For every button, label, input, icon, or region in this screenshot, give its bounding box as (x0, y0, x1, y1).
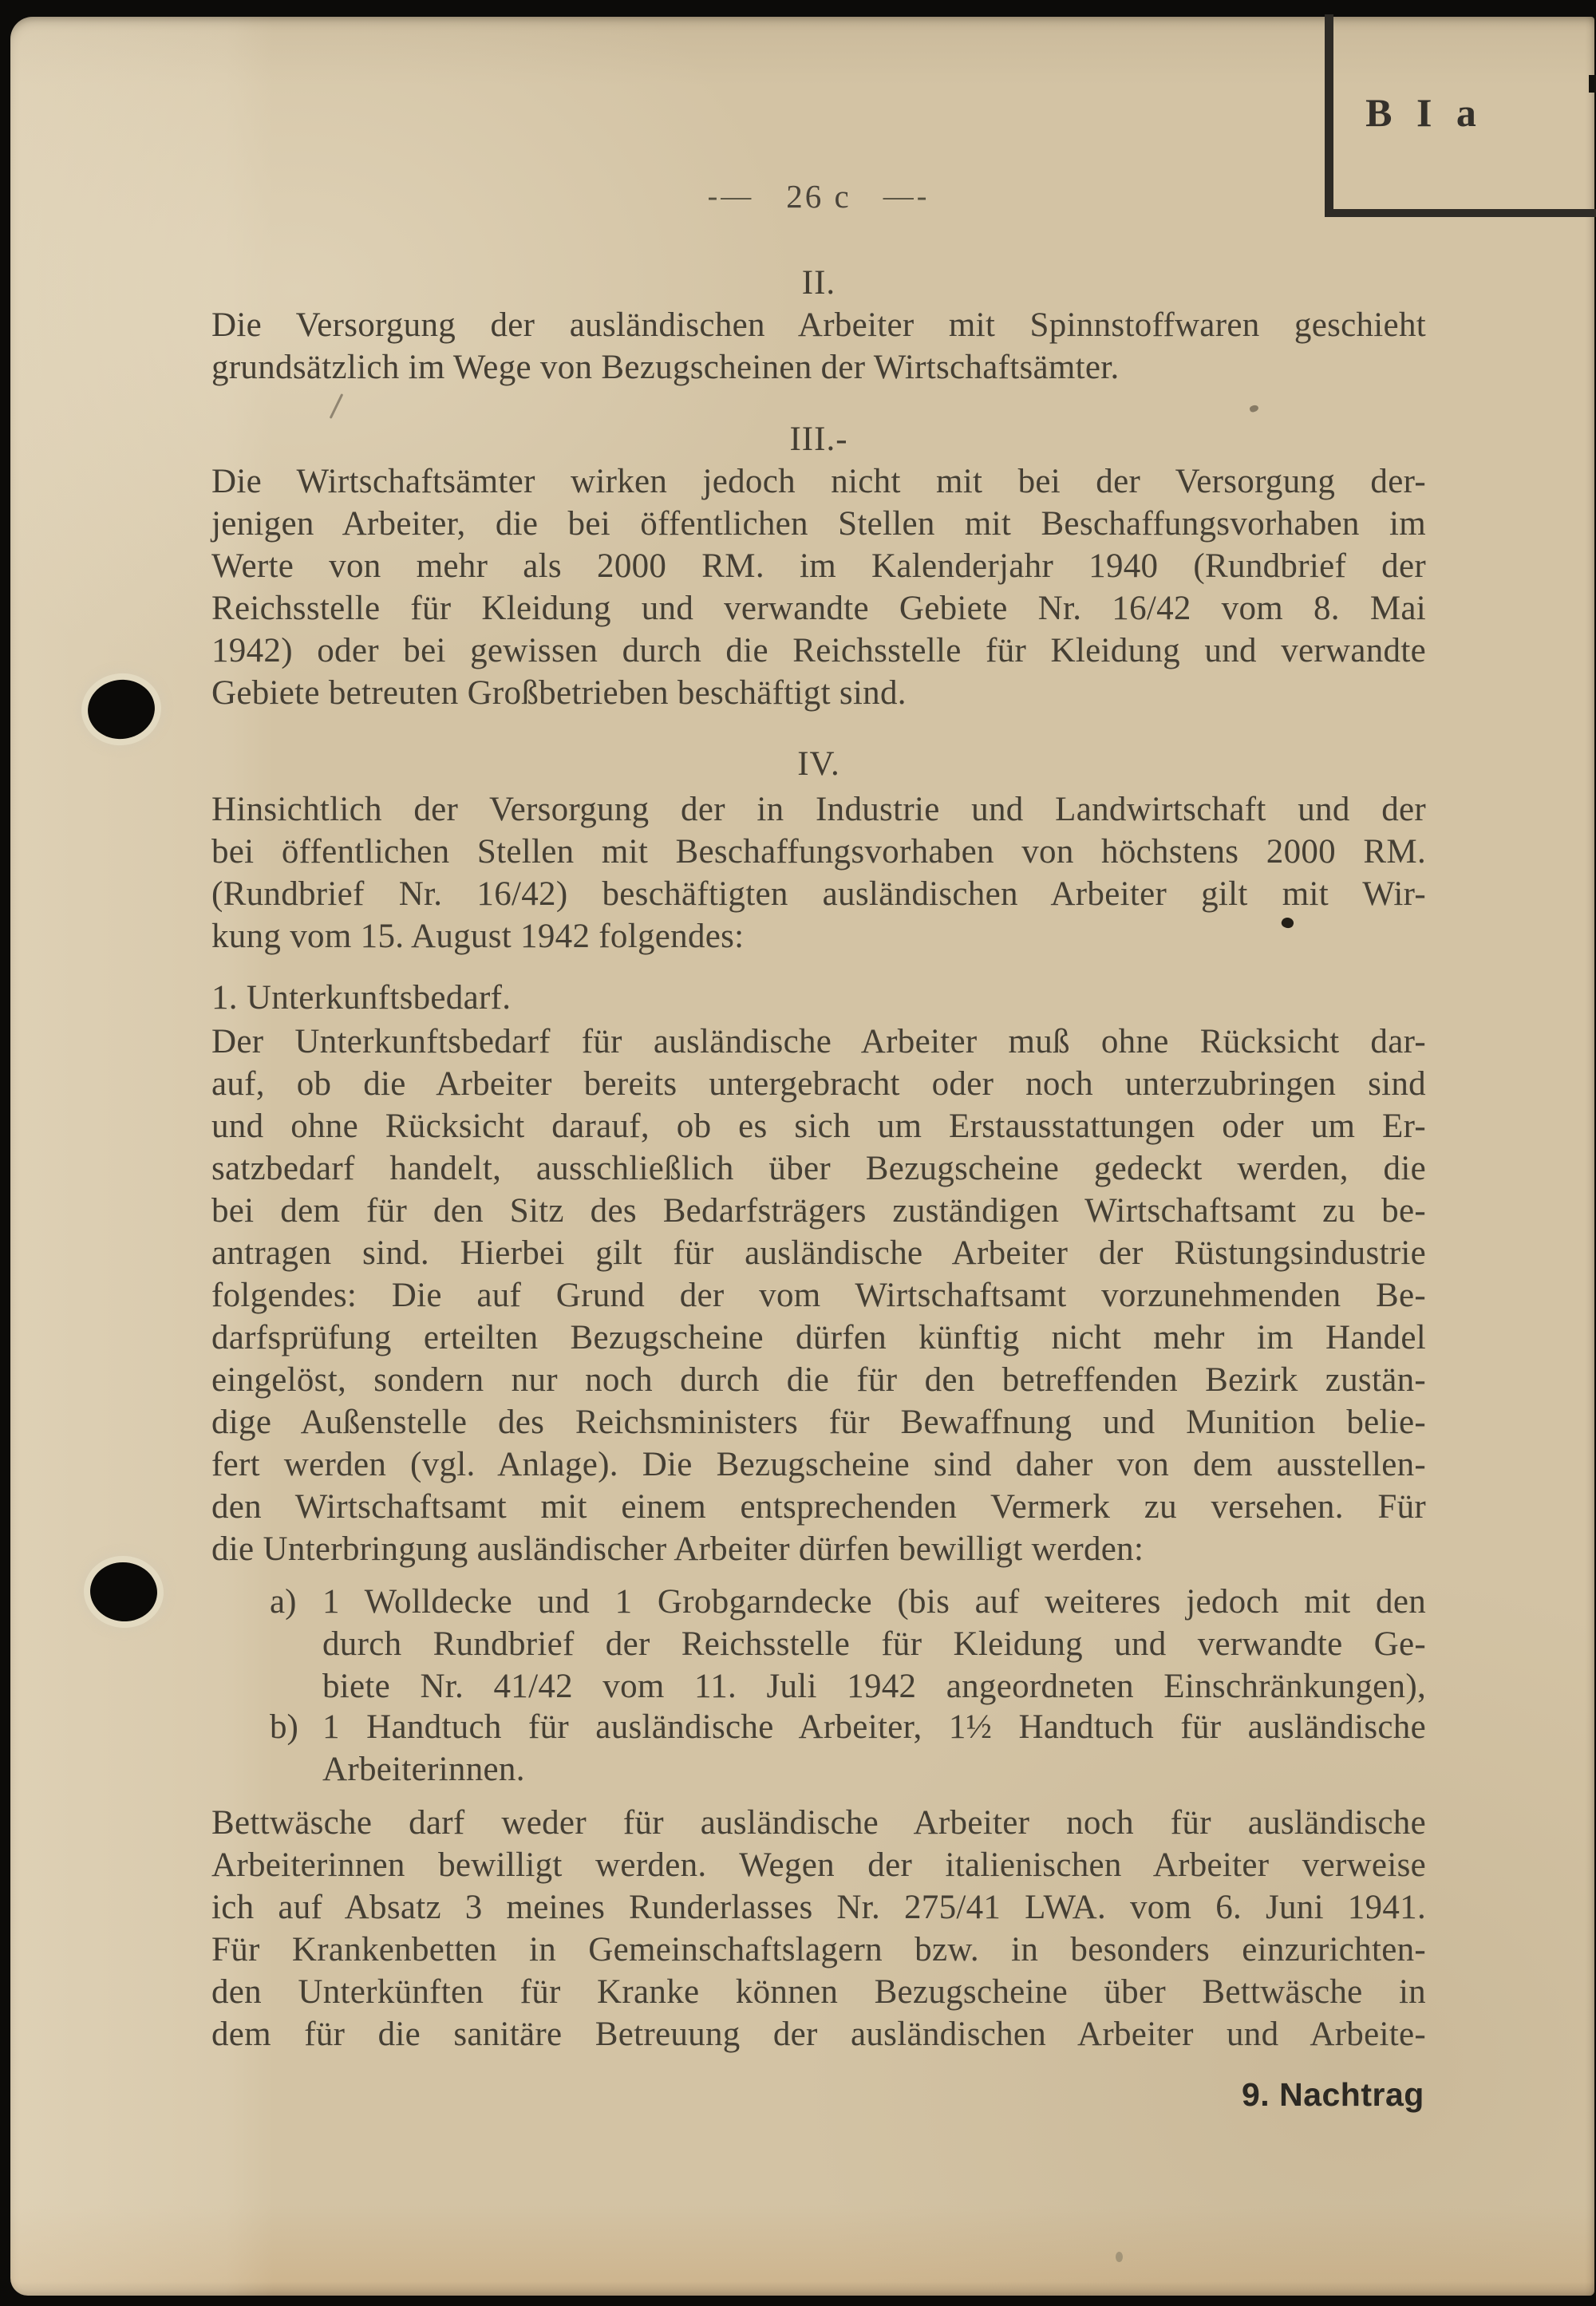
text-line: die Unterbringung ausländischer Arbeiter dürfen bewilligt werden: (211, 1530, 1144, 1568)
text-line: Reichsstelle für Kleidung und verwandte Gebiete Nr. 16/42 vom 8. Mai (211, 590, 1426, 627)
subsection-title: 1. Unterkunftsbedarf. (211, 979, 512, 1017)
paper-speck (1116, 2252, 1123, 2262)
text-line: fert werden (vgl. Anlage). Die Bezugscheine sind daher von dem ausstellen- (211, 1446, 1426, 1483)
list-item-text (322, 1581, 1426, 1708)
page-number: 26 c (786, 178, 851, 215)
text-line: ich auf Absatz 3 meines Runderlasses Nr. 275/41 LWA. vom 6. Juni 1941. (211, 1889, 1426, 1926)
text-line: eingelöst, sondern nur noch durch die für den betreffenden Bezirk zustän- (211, 1361, 1426, 1399)
text-line: Für Krankenbetten in Gemeinschaftslagern bzw. in besonders einzurichten- (211, 1931, 1426, 1968)
text-line: jenigen Arbeiter, die bei öffentlichen Stellen mit Beschaffungsvorhaben im (211, 505, 1426, 543)
header-right-dash: —- (883, 180, 930, 213)
text-line: biete Nr. 41/42 vom 11. Juli 1942 angeordneten Einschränkungen), (322, 1668, 1426, 1705)
section-heading-iii: III.- (789, 421, 848, 458)
text-line: 1942) oder bei gewissen durch die Reichsstelle für Kleidung und verwandte (211, 632, 1426, 669)
text-line: Werte von mehr als 2000 RM. im Kalenderjahr 1940 (Rundbrief der (211, 547, 1426, 585)
text-line: den Unterkünften für Kranke können Bezugscheine über Bettwäsche in (211, 1973, 1426, 2011)
section-iii-paragraph (211, 460, 1426, 714)
text-line: und ohne Rücksicht darauf, ob es sich um Erstausstattungen oder um Er- (211, 1108, 1426, 1145)
text-line: Die Wirtschaftsämter wirken jedoch nicht mit bei der Versorgung der- (211, 463, 1426, 500)
text-line: satzbedarf handelt, ausschließlich über Bezugscheine gedeckt werden, die (211, 1150, 1426, 1187)
text-line: bei dem für den Sitz des Bedarfsträgers zuständigen Wirtschaftsamt zu be- (211, 1192, 1426, 1230)
text-line: bei öffentlichen Stellen mit Beschaffungsvorhaben von höchstens 2000 RM. (211, 833, 1426, 871)
text-line: Die Versorgung der ausländischen Arbeiter mit Spinnstoffwaren geschieht (211, 306, 1426, 344)
text-line: Der Unterkunftsbedarf für ausländische Arbeiter muß ohne Rücksicht dar- (211, 1023, 1426, 1060)
text-line: (Rundbrief Nr. 16/42) beschäftigten ausländischen Arbeiter gilt mit Wir- (211, 875, 1426, 913)
classification-tab-label: B I a (1365, 90, 1483, 135)
classification-box-horizontal-rule (1325, 209, 1596, 217)
text-line: grundsätzlich im Wege von Bezugscheinen der Wirtschaftsämter. (211, 349, 1120, 386)
text-line: 1 Handtuch für ausländische Arbeiter, 1½ Handtuch für ausländische (322, 1708, 1426, 1746)
list-marker: a) (270, 1583, 297, 1621)
supplement-label: 9. Nachtrag (1242, 2076, 1424, 2113)
section-iv-paragraph (211, 788, 1426, 958)
text-line: folgendes: Die auf Grund der vom Wirtschaftsamt vorzunehmenden Be- (211, 1277, 1426, 1314)
text-line: darfsprüfung erteilten Bezugscheine dürfen künftig nicht mehr im Handel (211, 1319, 1426, 1356)
section-heading-ii: II. (801, 264, 836, 302)
text-line: auf, ob die Arbeiter bereits untergebracht oder noch unterzubringen sind (211, 1065, 1426, 1103)
text-line: Hinsichtlich der Versorgung der in Industrie und Landwirtschaft und der (211, 791, 1426, 828)
text-line: dem für die sanitäre Betreuung der ausländischen Arbeiter und Arbeite- (211, 2016, 1426, 2053)
classification-box-vertical-rule (1325, 14, 1333, 211)
text-line: Arbeiterinnen bewilligt werden. Wegen der italienischen Arbeiter verweise (211, 1846, 1426, 1884)
text-line: Gebiete betreuten Großbetrieben beschäftigt sind. (211, 674, 907, 712)
text-line: den Wirtschaftsamt mit einem entsprechenden Vermerk zu versehen. Für (211, 1488, 1426, 1526)
text-line: dige Außenstelle des Reichsministers für Bewaffnung und Munition belie- (211, 1404, 1426, 1441)
page-number-header (211, 177, 1426, 215)
text-line: kung vom 15. August 1942 folgendes: (211, 918, 745, 955)
text-line: antragen sind. Hierbei gilt für ausländische Arbeiter der Rüstungsindustrie (211, 1234, 1426, 1272)
list-item-text (322, 1706, 1426, 1791)
text-line: 1 Wolldecke und 1 Grobgarndecke (bis auf weiteres jedoch mit den (322, 1583, 1426, 1621)
header-left-dash: -— (707, 180, 755, 213)
subsection-paragraph (211, 1021, 1426, 1570)
text-line: Arbeiterinnen. (322, 1751, 525, 1788)
scan-edge-notch (1589, 75, 1596, 93)
list-marker: b) (270, 1708, 298, 1746)
section-ii-paragraph (211, 304, 1426, 389)
text-line: durch Rundbrief der Reichsstelle für Kleidung und verwandte Ge- (322, 1625, 1426, 1663)
section-heading-iv: IV. (797, 745, 840, 783)
closing-paragraph (211, 1802, 1426, 2055)
text-line: Bettwäsche darf weder für ausländische Arbeiter noch für ausländische (211, 1804, 1426, 1842)
